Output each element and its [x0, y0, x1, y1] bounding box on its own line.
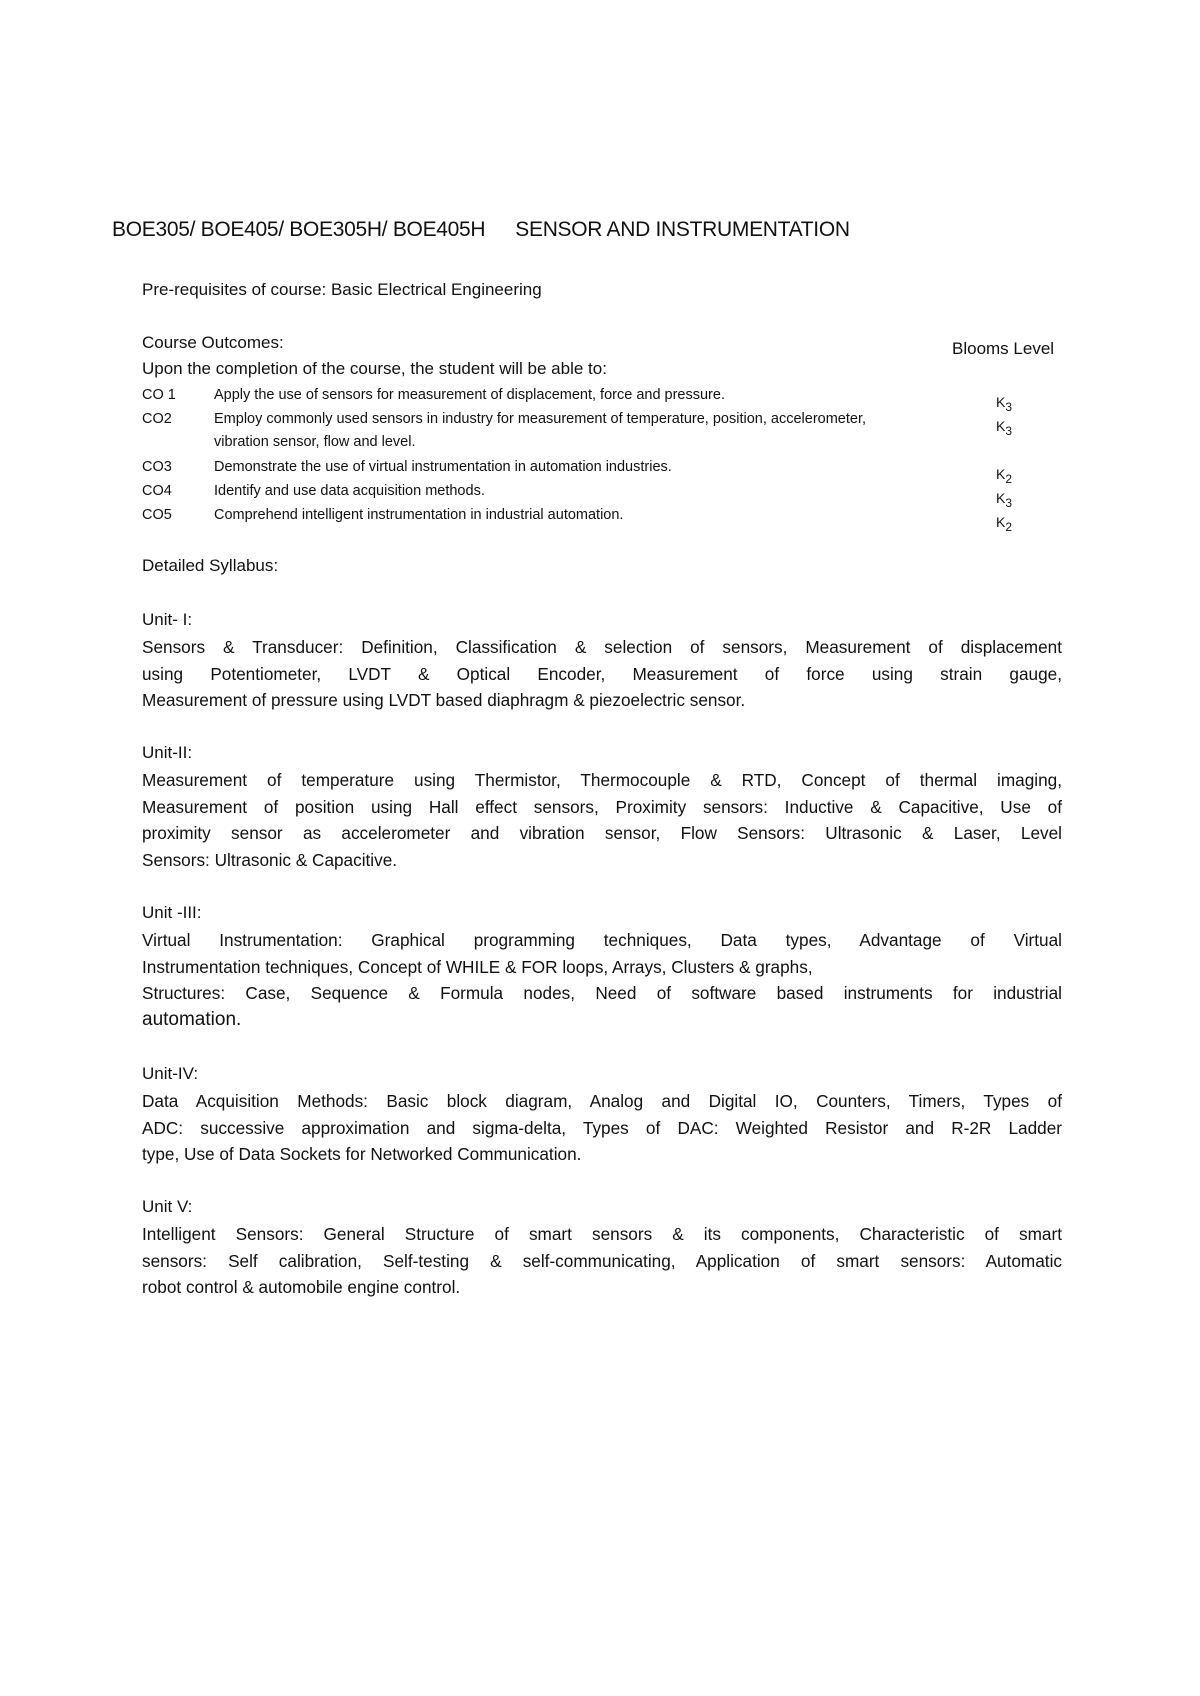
co-code: CO2 — [142, 411, 172, 427]
unit-body — [142, 1221, 1062, 1301]
unit-line: Instrumentation techniques, Concept of WHILE & FOR loops, Arrays, Clusters & graphs, — [142, 956, 813, 977]
prerequisites: Pre-requisites of course: Basic Electrical Engineering — [142, 280, 542, 299]
unit-line: Sensors: Ultrasonic & Capacitive. — [142, 849, 398, 870]
unit-line: Structures: Case, Sequence & Formula nodes, Need of software based instruments for industrial — [142, 983, 1062, 1003]
unit-line: Intelligent Sensors: General Structure of smart sensors & its components, Characteristic of smart — [142, 1224, 1062, 1244]
unit-body — [142, 927, 1062, 1033]
course-codes: BOE305/ BOE405/ BOE305H/ BOE405H — [112, 218, 486, 241]
unit-line: Measurement of position using Hall effect sensors, Proximity sensors: Inductive & Capacitive, Use of — [142, 796, 1062, 817]
course-name: SENSOR AND INSTRUMENTATION — [515, 218, 850, 241]
co-text: Identify and use data acquisition methods. — [214, 483, 485, 499]
co-code: CO3 — [142, 459, 172, 475]
unit-body — [142, 1088, 1062, 1168]
blooms-level: $K_2$ — [996, 514, 1013, 534]
unit-line: Data Acquisition Methods: Basic block diagram, Analog and Digital IO, Counters, Timers, Types of — [142, 1091, 1062, 1111]
co-text: Employ commonly used sensors in industry for measurement of temperature, position, accelerometer, vibration sensor, flow and level. — [214, 411, 866, 450]
unit-heading: Unit-IV: — [142, 1064, 199, 1083]
unit-line: automation. — [142, 1008, 242, 1030]
course-outcomes-intro: Upon the completion of the course, the student will be able to: — [142, 359, 607, 378]
blooms-level: $K_3$ — [996, 394, 1013, 414]
unit-heading: Unit V: — [142, 1197, 193, 1216]
course-outcomes-heading: Course Outcomes: — [142, 333, 284, 352]
unit-line: type, Use of Data Sockets for Networked Communication. — [142, 1144, 582, 1164]
unit-line: Sensors & Transducer: Definition, Classification & selection of sensors, Measurement of displacement — [142, 637, 1062, 657]
blooms-level-heading: Blooms Level — [952, 339, 1055, 358]
co-text: Apply the use of sensors for measurement of displacement, force and pressure. — [214, 387, 725, 403]
unit-heading: Unit-II: — [142, 743, 193, 762]
blooms-level: $K_2$ — [996, 466, 1013, 486]
co-text: Demonstrate the use of virtual instrumentation in automation industries. — [214, 459, 672, 475]
unit-line: using Potentiometer, LVDT & Optical Encoder, Measurement of force using strain gauge, — [142, 663, 1062, 684]
unit-line: ADC: successive approximation and sigma-delta, Types of DAC: Weighted Resistor and R-2R Ladder — [142, 1117, 1062, 1138]
unit-body — [142, 767, 1062, 873]
co-text: Comprehend intelligent instrumentation in industrial automation. — [214, 507, 624, 523]
syllabus-heading: Detailed Syllabus: — [142, 556, 279, 575]
course-title — [112, 218, 850, 242]
co-code: CO5 — [142, 507, 172, 523]
unit-heading: Unit -III: — [142, 903, 202, 922]
co-code: CO4 — [142, 483, 172, 499]
unit-heading: Unit- I: — [142, 610, 193, 629]
blooms-level: $K_3$ — [996, 490, 1013, 510]
co-code: CO 1 — [142, 387, 176, 403]
unit-line: Measurement of temperature using Thermistor, Thermocouple & RTD, Concept of thermal imaging, — [142, 770, 1062, 790]
unit-line: Virtual Instrumentation: Graphical programming techniques, Data types, Advantage of Virtual — [142, 930, 1062, 950]
blooms-level: $K_3$ — [996, 418, 1013, 438]
unit-line: Measurement of pressure using LVDT based diaphragm & piezoelectric sensor. — [142, 690, 746, 710]
unit-line: sensors: Self calibration, Self-testing & self-communicating, Application of smart sensors: Automatic — [142, 1250, 1062, 1271]
unit-line: proximity sensor as accelerometer and vibration sensor, Flow Sensors: Ultrasonic & Laser, Level — [142, 823, 1062, 843]
unit-body — [142, 634, 1062, 714]
unit-line: robot control & automobile engine control. — [142, 1277, 461, 1297]
